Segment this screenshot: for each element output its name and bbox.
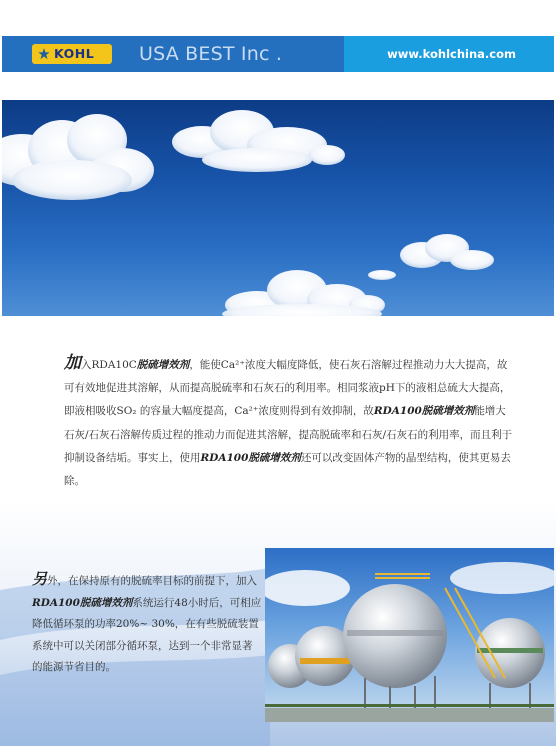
star-figure-icon: ★ — [37, 45, 51, 63]
intro-text-2: ，能使Ca²⁺浓度大幅度降低，使石灰石溶解过程推动力大大提高，故可有效地促进其溶解，从而提高脱硫率和石灰石的利用率。相同浆液pH下的液相总硫大大提高，即液相吸收SO₂ 的容量大幅度提高，Ca²⁺浓度则得到有效抑制，故 — [64, 359, 511, 418]
logo-text: KOHL — [54, 46, 95, 61]
product-name-3: RDA100脱硫增效剂 — [200, 451, 301, 464]
company-name: USA BEST Inc . — [139, 43, 283, 65]
product-name-4: RDA100脱硫增效剂 — [32, 596, 133, 609]
intro-text-4: 还可以改变固体产物的晶型结构，使其更易去除。 — [64, 451, 511, 488]
intro-paragraph — [64, 352, 514, 493]
spherical-tanks-photo — [265, 548, 554, 722]
header-banner — [2, 36, 554, 72]
savings-paragraph — [32, 569, 262, 679]
sky-clouds-photo — [2, 100, 554, 316]
intro-drop-cap: 加 — [64, 353, 81, 373]
savings-drop-cap: 另 — [32, 570, 48, 588]
website-url: www.kohlchina.com — [387, 47, 516, 61]
savings-text-1: 外，在保持原有的脱硫率目标的前提下，加入 — [47, 575, 258, 587]
product-name-2: RDA100脱硫增效剂 — [373, 405, 475, 418]
intro-text-3: 能增大石灰/石灰石溶解传质过程的推动力而促进其溶解，提高脱硫率和石灰/石灰石的利用率，而且利于抑制设备结垢。事实上，使用 — [64, 405, 513, 464]
storage-tanks-illustration — [265, 548, 554, 722]
kohl-logo — [32, 44, 112, 64]
product-name-1: 脱硫增效剂 — [136, 359, 190, 371]
intro-text-1: 入RDA10C — [81, 359, 137, 371]
savings-text-2: 系统运行48小时后，可相应降低循环泵的功率20%~ 30%，在有些脱硫装置系统中可以关闭部分循环泵，达到一个非常显著的能源节省目的。 — [32, 596, 262, 673]
header-website-panel — [344, 36, 554, 72]
clouds-illustration — [2, 100, 554, 316]
